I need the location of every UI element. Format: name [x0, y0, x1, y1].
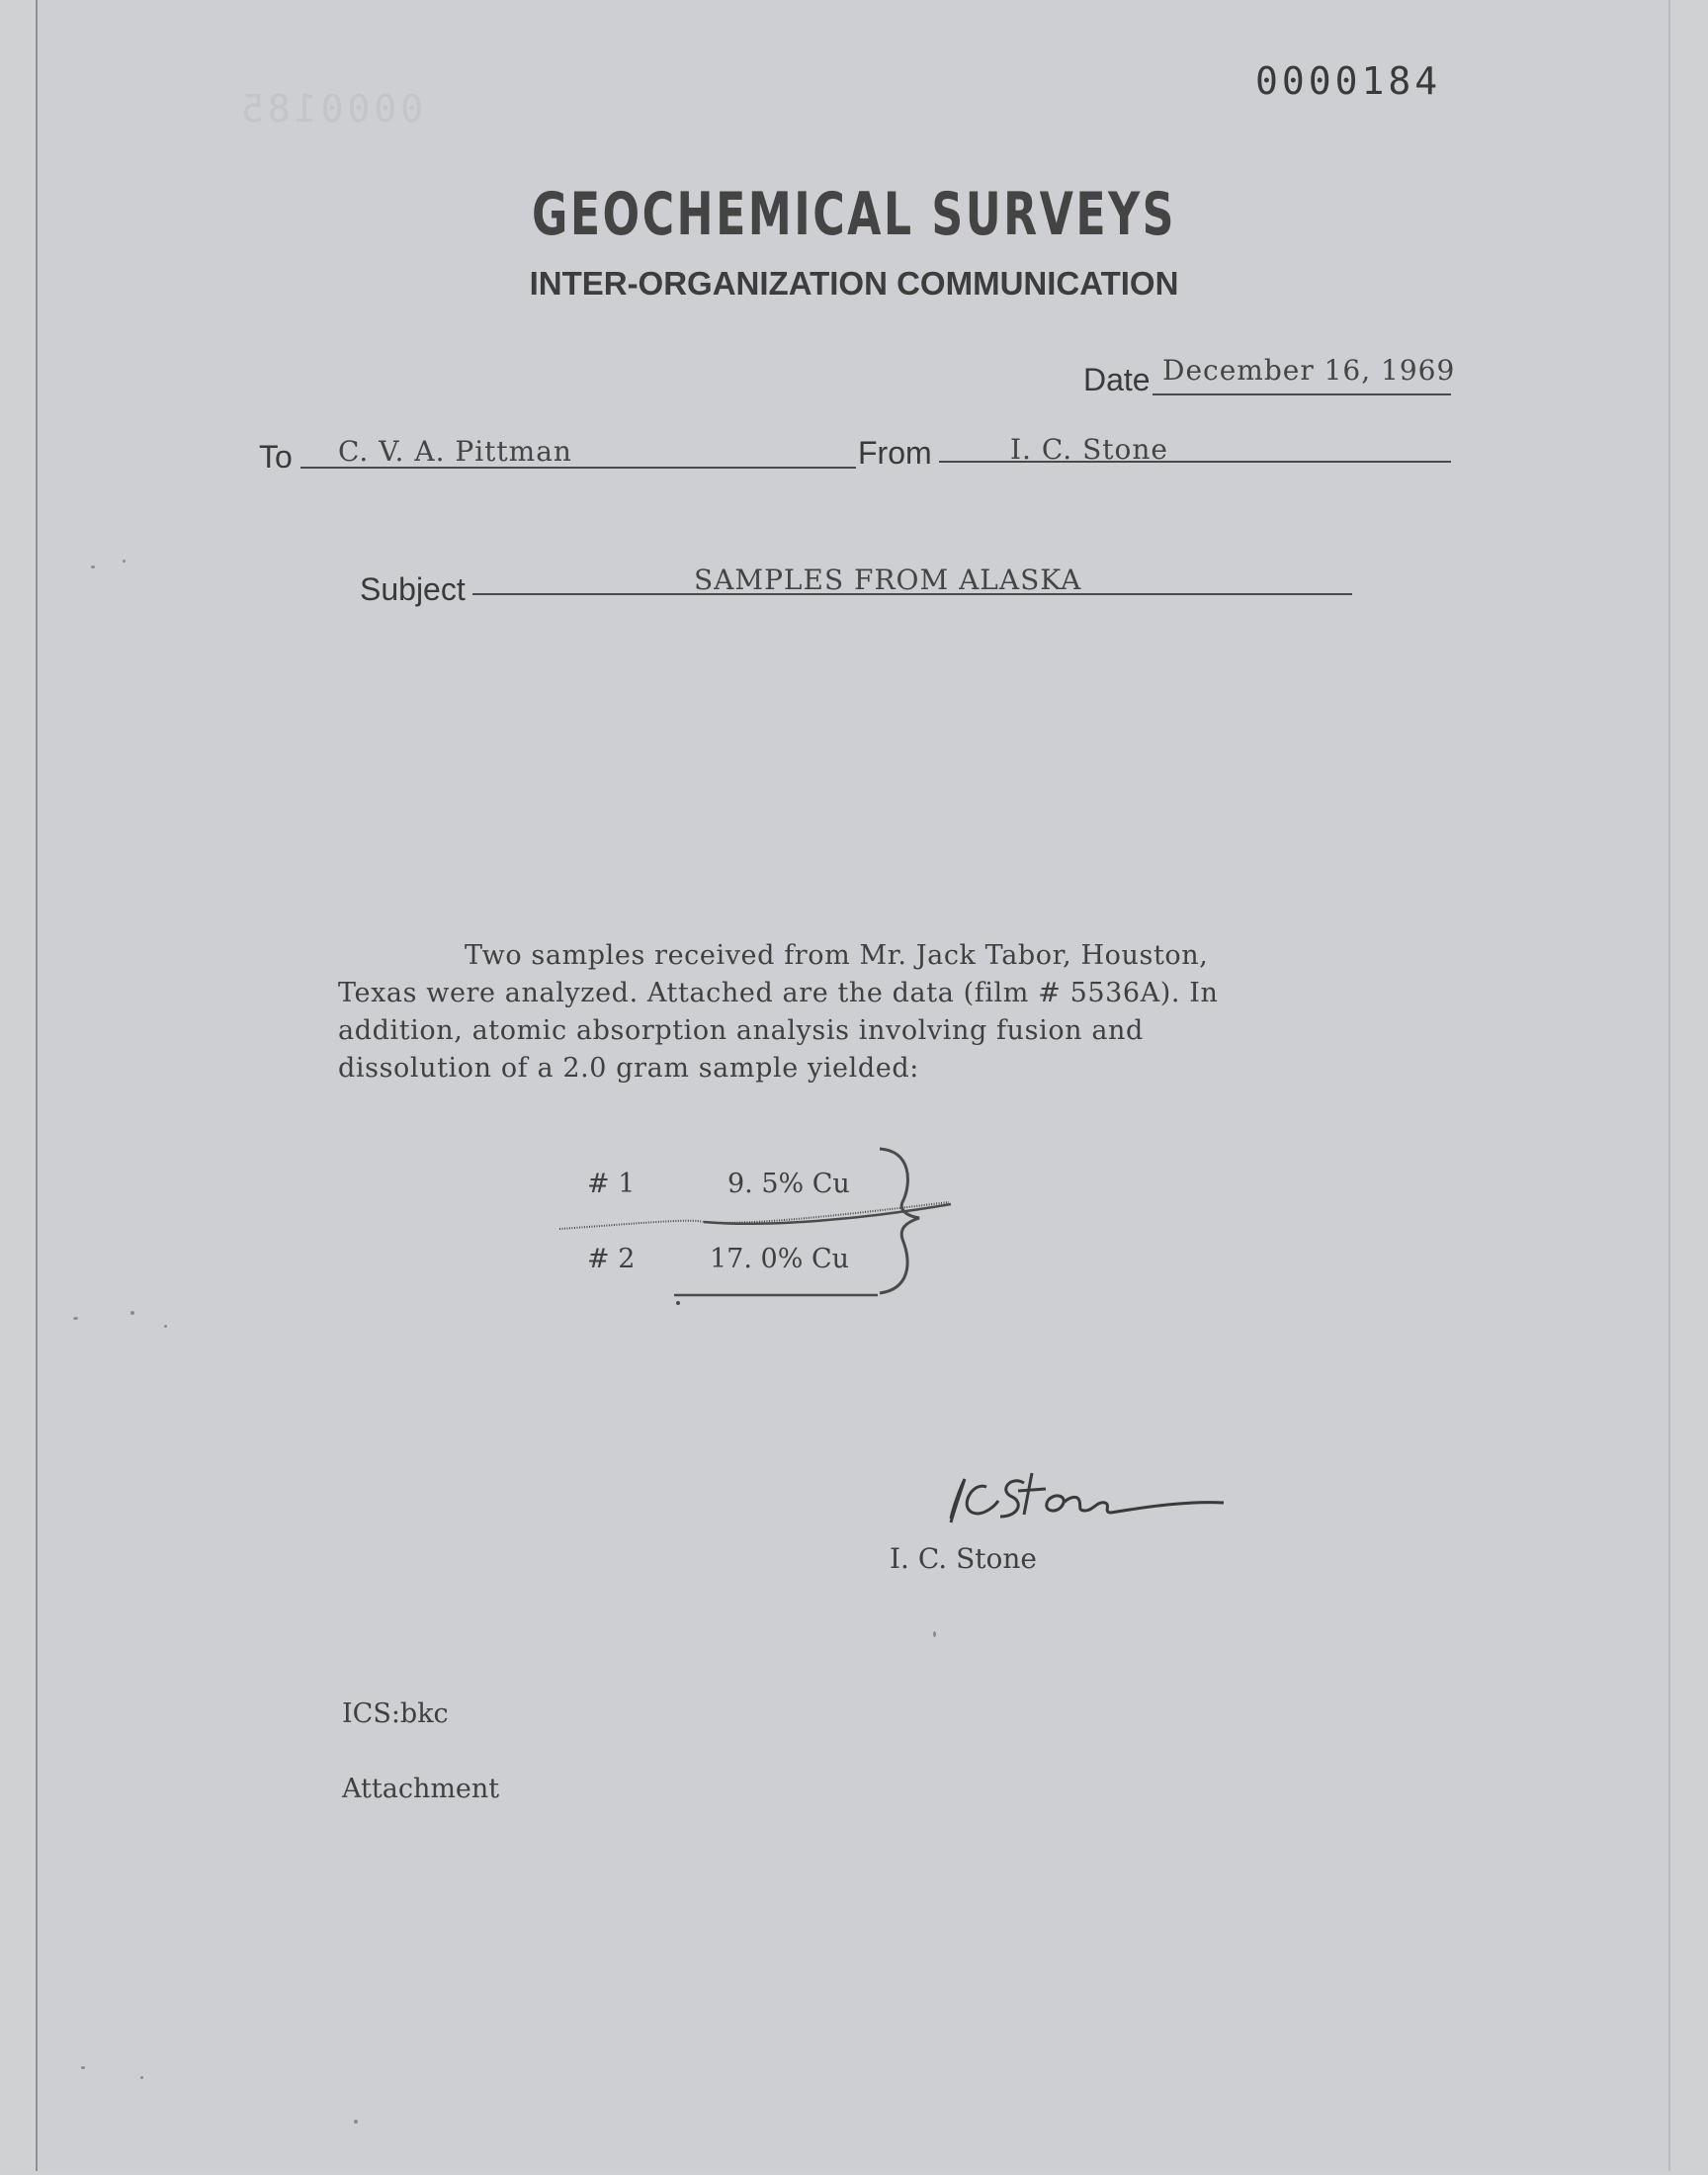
result-1-label: # 1	[587, 1169, 636, 1199]
date-value: December 16, 1969	[1162, 354, 1456, 387]
to-label: To	[259, 439, 293, 475]
document-number: 0000184	[1255, 59, 1442, 103]
subject-value: SAMPLES FROM ALASKA	[694, 564, 1082, 596]
date-label: Date	[1083, 362, 1151, 397]
scan-speck	[140, 2076, 143, 2079]
result-1-value: 9. 5% Cu	[727, 1169, 850, 1199]
letterhead-subtitle: INTER-ORGANIZATION COMMUNICATION	[529, 265, 1179, 302]
scan-speck	[123, 560, 126, 563]
scan-speck	[933, 1631, 936, 1637]
from-rule	[939, 461, 1451, 463]
to-rule	[300, 467, 856, 469]
body-paragraph: Two samples received from Mr. Jack Tabor, Houston, Texas were analyzed. Attached are the data (film # 5536A). In addition, atomic absorption analysis involving fusion and dissolution of a 2.0 gram sample yielded:	[338, 940, 1219, 1084]
scan-speck	[130, 1311, 134, 1315]
signature-typed-name: I. C. Stone	[890, 1542, 1037, 1575]
letterhead-title: GEOCHEMICAL SURVEYS	[532, 180, 1176, 249]
subject-label: Subject	[360, 571, 466, 607]
scan-speck	[354, 2120, 358, 2124]
scan-speck	[81, 2066, 85, 2069]
result-2-label: # 2	[587, 1244, 636, 1274]
memo-body	[338, 937, 1287, 1088]
to-value: C. V. A. Pittman	[338, 435, 572, 468]
from-label: From	[858, 435, 932, 471]
result-2-value: 17. 0% Cu	[710, 1244, 849, 1274]
subject-rule	[472, 593, 1352, 595]
reference-initials: ICS:bkc	[342, 1698, 449, 1729]
scan-speck	[91, 566, 95, 568]
date-rule	[1153, 393, 1451, 395]
scan-speck	[73, 1317, 78, 1320]
from-value: I. C. Stone	[1010, 433, 1168, 466]
scan-speck	[164, 1325, 167, 1328]
signature-icon	[929, 1457, 1245, 1546]
enclosure-notation: Attachment	[342, 1774, 500, 1804]
bleed-through-number: 0000185	[237, 87, 424, 130]
